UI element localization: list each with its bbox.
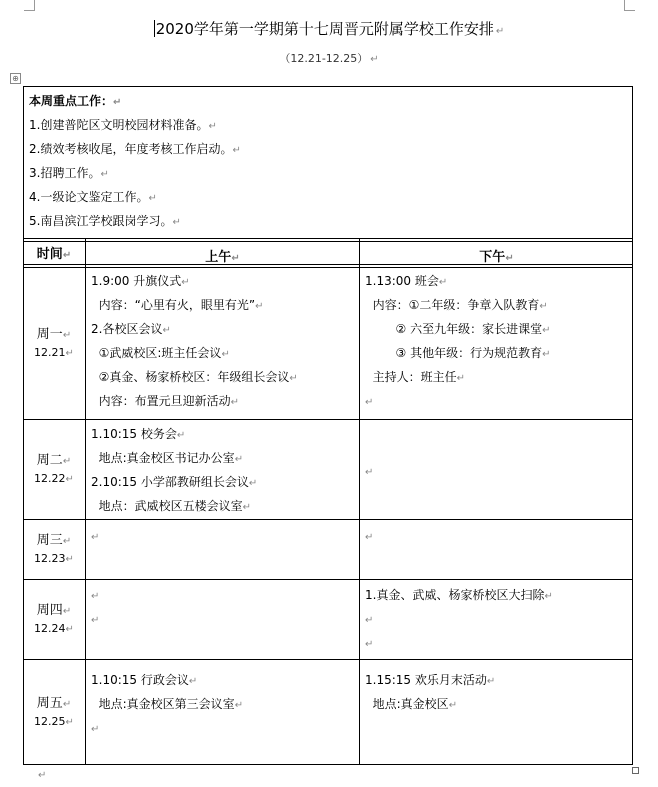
table-rule <box>23 579 633 580</box>
paragraph-mark-icon: ↵ <box>221 349 230 360</box>
paragraph-mark-icon: ↵ <box>505 253 514 264</box>
paragraph-mark-icon: ↵ <box>365 639 374 650</box>
day-label <box>24 532 84 568</box>
day-name: 周五 <box>36 695 63 711</box>
paragraph-mark-icon: ↵ <box>62 250 72 261</box>
paragraph-mark-icon: ↵ <box>234 454 244 465</box>
paragraph-mark-icon: ↵ <box>438 277 448 288</box>
table-rule <box>23 238 633 239</box>
table-rule <box>23 267 633 268</box>
paragraph-mark-icon: ↵ <box>172 217 181 228</box>
focus-item: 2.绩效考核收尾，年度考核工作启动。↵ <box>29 142 241 156</box>
paragraph-mark-icon: ↵ <box>65 553 74 565</box>
am-entry-line: 内容：布置元旦迎新活动↵ <box>91 394 240 408</box>
am-entry-line: 地点：武威校区五楼会议室↵ <box>91 499 252 513</box>
table-column-rule <box>359 238 360 765</box>
day-date: 12.24↵ <box>34 621 74 635</box>
paragraph-mark-icon: ↵ <box>456 373 466 384</box>
paragraph-mark-icon: ↵ <box>188 676 198 687</box>
paragraph-mark-icon: ↵ <box>162 325 171 336</box>
am-entry-line: 1.9:00 升旗仪式↵ <box>91 274 190 288</box>
paragraph-mark-icon: ↵ <box>113 97 122 108</box>
am-entry-line: 地点:真金校区书记办公室↵ <box>91 451 244 465</box>
paragraph-mark-icon: ↵ <box>486 676 496 687</box>
paragraph-mark-icon: ↵ <box>539 301 548 312</box>
pm-entry-line <box>365 611 373 629</box>
paragraph-mark-icon: ↵ <box>62 698 72 710</box>
paragraph-mark-icon: ↵ <box>65 473 74 485</box>
paragraph-mark-icon: ↵ <box>365 397 374 408</box>
paragraph-mark-icon: ↵ <box>365 467 374 478</box>
pm-entry-line: 1.15:15 欢乐月末活动↵ <box>365 673 496 687</box>
header-pm: 下午↵ <box>479 250 514 265</box>
paragraph-mark-icon: ↵ <box>231 253 240 264</box>
header-time: 时间↵ <box>36 247 72 262</box>
paragraph-mark-icon: ↵ <box>91 591 100 602</box>
table-move-handle-icon[interactable]: ⊕ <box>10 73 21 84</box>
day-name: 周二 <box>36 452 63 468</box>
paragraph-mark-icon: ↵ <box>544 591 553 602</box>
paragraph-mark-icon: ↵ <box>91 532 100 543</box>
paragraph-mark-icon: ↵ <box>91 615 100 626</box>
focus-heading: 本周重点工作：↵ <box>29 94 122 108</box>
am-entry-line <box>91 587 99 605</box>
paragraph-mark-icon: ↵ <box>62 329 72 341</box>
paragraph-mark-icon: ↵ <box>370 54 379 65</box>
day-date: 12.23↵ <box>34 551 74 565</box>
paragraph-mark-icon: ↵ <box>232 145 241 156</box>
header-am: 上午↵ <box>205 250 240 265</box>
pm-entry-line: 地点:真金校区↵ <box>365 697 458 711</box>
day-label <box>24 326 84 362</box>
am-entry-line: 地点:真金校区第三会议室↵ <box>91 697 244 711</box>
paragraph-mark-icon: ↵ <box>65 347 74 359</box>
day-name: 周一 <box>36 326 63 342</box>
pm-entry-line: 1.真金、武威、杨家桥校区大扫除↵ <box>365 588 553 602</box>
table-rule <box>23 659 633 660</box>
focus-item: 5.南昌滨江学校跟岗学习。↵ <box>29 214 181 228</box>
paragraph-mark-icon: ↵ <box>148 193 157 204</box>
paragraph-mark-icon: ↵ <box>542 325 551 336</box>
paragraph-mark-icon: ↵ <box>255 301 264 312</box>
am-entry-line: 1.10:15 校务会↵ <box>91 427 186 441</box>
paragraph-mark-icon: ↵ <box>176 430 186 441</box>
day-date: 12.22↵ <box>34 471 74 485</box>
am-entry-line <box>91 528 99 546</box>
table-column-rule <box>85 238 86 765</box>
subtitle-text: （12.21-12.25） <box>279 52 369 65</box>
pm-entry-line: 1.13:00 班会↵ <box>365 274 448 288</box>
focus-item: 3.招聘工作。↵ <box>29 166 109 180</box>
paragraph-mark-icon: ↵ <box>100 169 109 180</box>
paragraph-mark-icon: ↵ <box>242 502 252 513</box>
am-entry-line: ①武威校区:班主任会议↵ <box>91 346 230 360</box>
pm-entry-line: 主持人：班主任↵ <box>365 370 466 384</box>
table-resize-handle-icon[interactable] <box>632 767 639 774</box>
paragraph-mark-icon: ↵ <box>448 700 458 711</box>
am-entry-line: 2.各校区会议↵ <box>91 322 171 336</box>
pm-entry-line: ② 六至九年级：家长进课堂↵ <box>365 322 551 336</box>
am-entry-line <box>91 611 99 629</box>
paragraph-mark-icon: ↵ <box>495 26 505 37</box>
am-entry-line <box>91 720 99 738</box>
day-date: 12.25↵ <box>34 714 74 728</box>
paragraph-mark-icon: ↵ <box>230 397 240 408</box>
am-entry-line: 2.10:15 小学部教研组长会议↵ <box>91 475 258 489</box>
paragraph-mark-icon: ↵ <box>365 532 374 543</box>
paragraph-mark-icon: ↵ <box>65 623 74 635</box>
focus-item: 1.创建普陀区文明校园材料准备。↵ <box>29 118 217 132</box>
am-entry-line: 1.10:15 行政会议↵ <box>91 673 198 687</box>
day-name: 周三 <box>36 532 63 548</box>
paragraph-mark-icon: ↵ <box>289 373 298 384</box>
paragraph-mark-icon: ↵ <box>365 615 374 626</box>
paragraph-mark-icon: ↵ <box>234 700 244 711</box>
paragraph-mark-icon: ↵ <box>62 455 72 467</box>
text-cursor <box>154 20 155 37</box>
paragraph-mark-icon: ↵ <box>65 716 74 728</box>
day-label <box>24 602 84 638</box>
pm-entry-line <box>365 393 373 411</box>
title-text: 2020学年第一学期第十七周晋元附属学校工作安排 <box>155 20 494 38</box>
pm-entry-line <box>365 528 373 546</box>
day-name: 周四 <box>36 602 63 618</box>
paragraph-mark-icon: ↵ <box>62 535 72 547</box>
paragraph-mark-icon: ↵ <box>91 724 100 735</box>
table-rule <box>23 241 633 242</box>
pm-entry-line: 内容：①二年级：争章入队教育↵ <box>365 298 548 312</box>
paragraph-mark-icon: ↵ <box>248 478 258 489</box>
day-label <box>24 452 84 488</box>
paragraph-mark-icon: ↵ <box>181 277 190 288</box>
pm-entry-line <box>365 463 373 481</box>
paragraph-mark-icon: ↵ <box>208 121 217 132</box>
pm-entry-line <box>365 635 373 653</box>
pm-entry-line: ③ 其他年级：行为规范教育↵ <box>365 346 551 360</box>
focus-item: 4.一级论文鉴定工作。↵ <box>29 190 157 204</box>
document-title[interactable] <box>0 18 658 39</box>
page-corner-mark-left <box>24 0 35 11</box>
day-label <box>24 695 84 731</box>
day-date: 12.21↵ <box>34 345 74 359</box>
paragraph-mark-icon: ↵ <box>542 349 551 360</box>
table-rule <box>23 519 633 520</box>
am-entry-line: 内容：“心里有火，眼里有光”↵ <box>91 298 264 312</box>
page-corner-mark-right <box>624 0 635 11</box>
table-rule <box>23 419 633 420</box>
paragraph-mark-icon: ↵ <box>62 605 72 617</box>
date-range-subtitle <box>0 50 658 66</box>
am-entry-line: ②真金、杨家桥校区：年级组长会议↵ <box>91 370 298 384</box>
paragraph-mark-icon: ↵ <box>38 770 47 781</box>
